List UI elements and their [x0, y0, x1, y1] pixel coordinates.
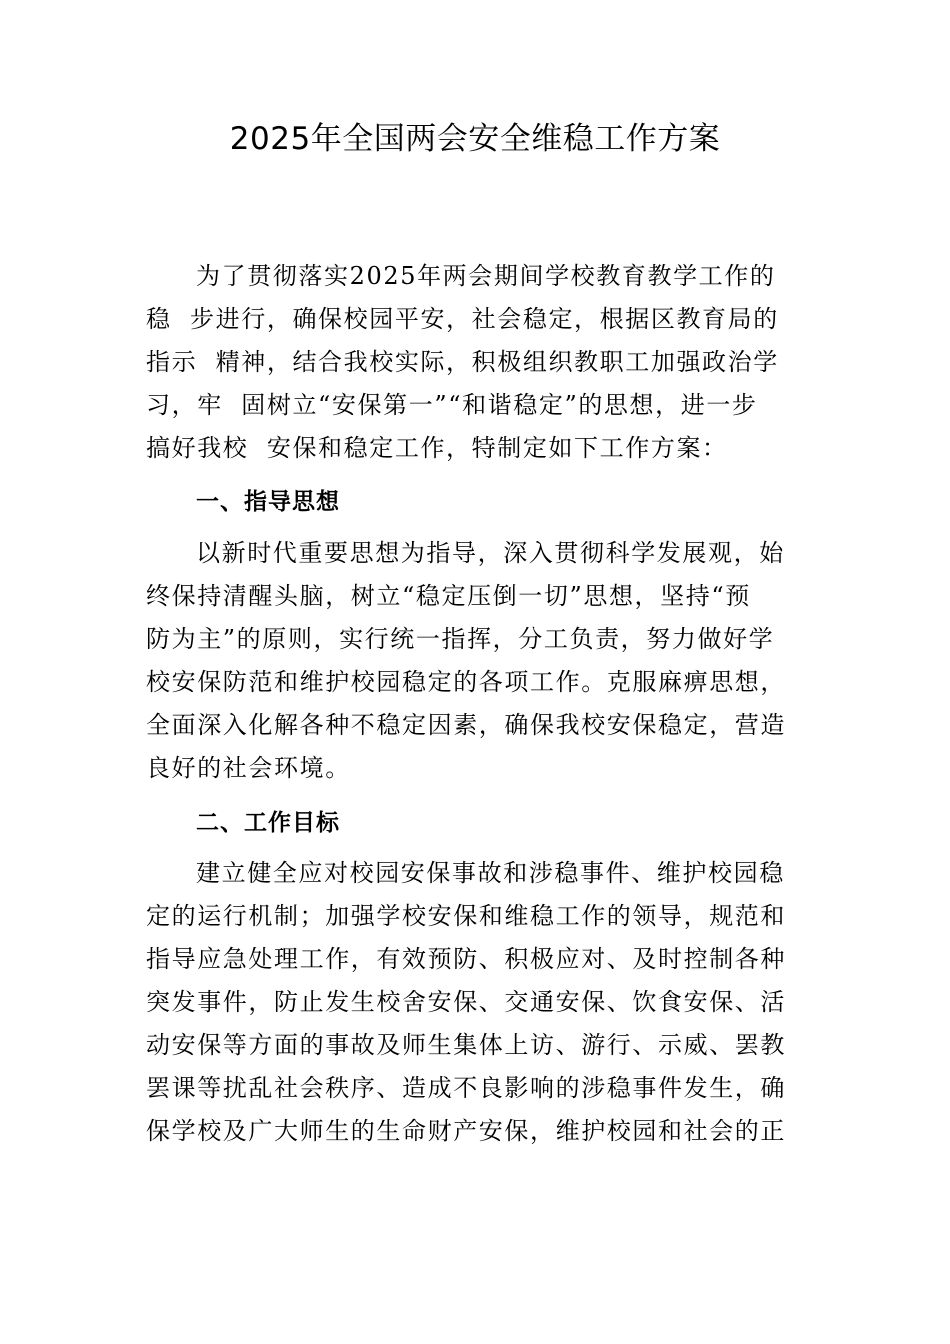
intro-line: 搞好我校 安保和稳定工作，特制定如下工作方案： — [146, 434, 728, 462]
paragraph-line: 动安保等方面的事故及师生集体上访、游行、示威、罢教 — [146, 1031, 786, 1059]
paragraph-line: 定的运行机制；加强学校安保和维稳工作的领导，规范和 — [146, 902, 786, 930]
paragraph-line: 突发事件，防止发生校舍安保、交通安保、饮食安保、活 — [146, 988, 786, 1016]
paragraph-line: 建立健全应对校园安保事故和涉稳事件、维护校园稳 — [196, 859, 785, 887]
paragraph-line: 校安保防范和维护校园稳定的各项工作。克服麻痹思想， — [146, 668, 786, 696]
intro-line: 指示 精神，结合我校实际，积极组织教职工加强政治学 — [146, 348, 779, 376]
paragraph-line: 全面深入化解各种不稳定因素，确保我校安保稳定，营造 — [146, 711, 786, 739]
paragraph-line: 罢课等扰乱社会秩序、造成不良影响的涉稳事件发生，确 — [146, 1074, 786, 1102]
paragraph-line: 终保持清醒头脑，树立“稳定压倒一切”思想，坚持“预 — [146, 582, 751, 610]
paragraph-line: 指导应急处理工作，有效预防、积极应对、及时控制各种 — [146, 945, 786, 973]
paragraph-line: 防为主”的原则，实行统一指挥，分工负责，努力做好学 — [146, 625, 775, 653]
intro-line: 为了贯彻落实2025年两会期间学校教育教学工作的 — [196, 262, 776, 290]
paragraph-line: 良好的社会环境。 — [146, 754, 351, 782]
document-title: 2025年全国两会安全维稳工作方案 — [229, 121, 721, 157]
intro-line: 稳 步进行，确保校园平安，社会稳定，根据区教育局的 — [146, 305, 779, 333]
paragraph-line: 保学校及广大师生的生命财产安保，维护校园和社会的正 — [146, 1117, 786, 1145]
section-heading-guiding-ideology: 一、指导思想 — [196, 489, 340, 515]
section-heading-work-goals: 二、工作目标 — [196, 810, 340, 836]
paragraph-line: 以新时代重要思想为指导，深入贯彻科学发展观，始 — [196, 539, 785, 567]
intro-line: 习，牢 固树立“安保第一”“和谐稳定”的思想，进一步 — [146, 391, 758, 419]
